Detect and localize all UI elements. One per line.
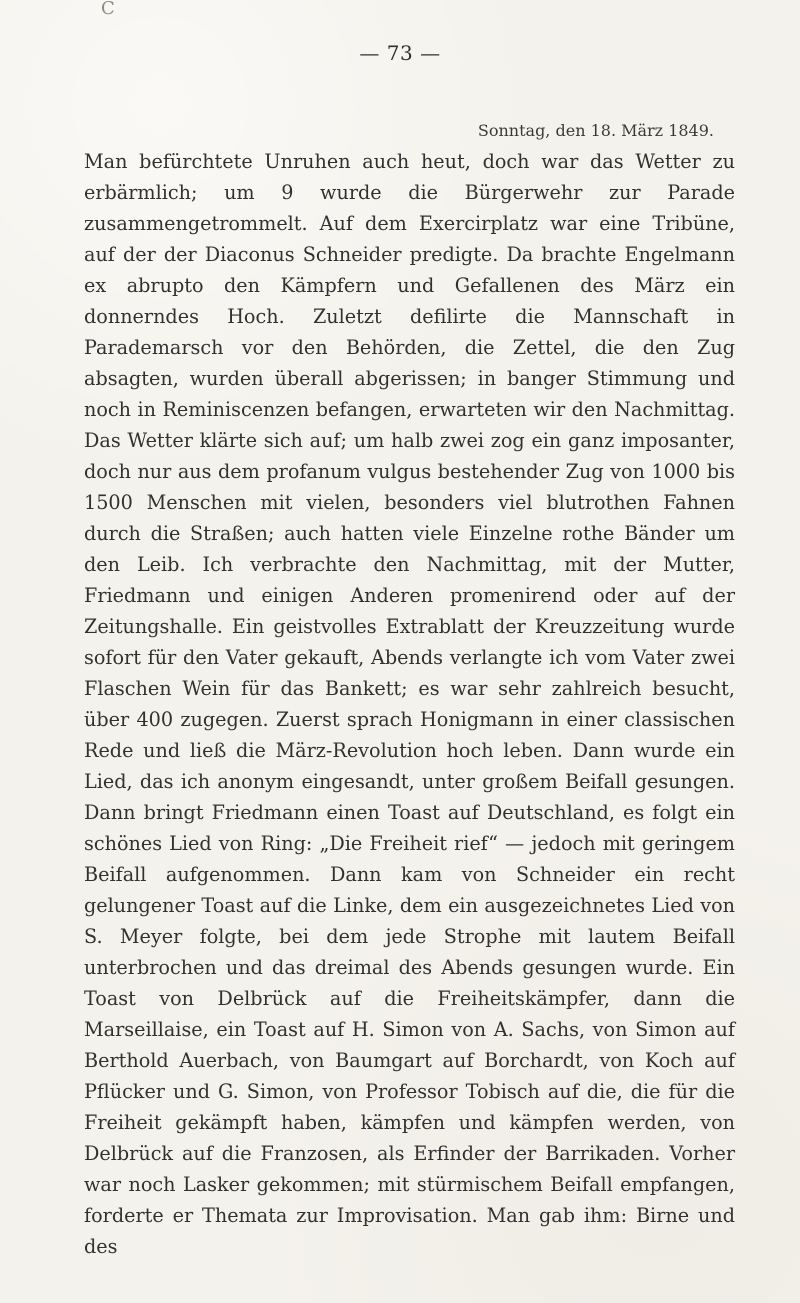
page-number: — 73 — — [359, 41, 441, 65]
corner-mark: C — [101, 0, 115, 19]
diary-entry-text: Man befürchtete Unruhen auch heut, doch war das Wetter zu erbärmlich; um 9 wurde die Bürgerwehr zur Parade zusammengetrommelt. Auf dem Exercirplatz war eine Tribüne, auf der der Diaconus Schneider predigte. Da brachte Engelmann ex abrupto den Kämpfern und Gefallenen des März ein donnerndes Hoch. Zuletzt defilirte die Mannschaft in Parademarsch vor den Behörden, die Zettel, die den Zug absagten, wurden überall abgerissen; in banger Stimmung und noch in Reminiscenzen befangen, erwarteten wir den Nachmittag. Das Wetter klärte sich auf; um halb zwei zog ein ganz imposanter, doch nur aus dem profanum vulgus bestehender Zug von 1000 bis 1500 Menschen mit vielen, besonders viel blutrothen Fahnen durch die Straßen; auch hatten viele Einzelne rothe Bänder um den Leib. Ich verbrachte den Nachmittag, mit der Mutter, Friedmann und einigen Anderen promenirend oder auf der Zeitungshalle. Ein geistvolles Extrablatt der Kreuzzeitung wurde sofort für den Vater gekauft, Abends verlangte ich vom Vater zwei Flaschen Wein für das Bankett; es war sehr zahlreich besucht, über 400 zugegen. Zuerst sprach Honigmann in einer classischen Rede und ließ die März-Revolution hoch leben. Dann wurde ein Lied, das ich anonym eingesandt, unter großem Beifall gesungen. Dann bringt Friedmann einen Toast auf Deutschland, es folgt ein schönes Lied von Ring: „Die Freiheit rief“ — jedoch mit geringem Beifall aufgenommen. Dann kam von Schneider ein recht gelungener Toast auf die Linke, dem ein ausgezeichnetes Lied von S. Meyer folgte, bei dem jede Strophe mit lautem Beifall unterbrochen und das dreimal des Abends gesungen wurde. Ein Toast von Delbrück auf die Freiheitskämpfer, dann die Marseillaise, ein Toast auf H. Simon von A. Sachs, von Simon auf Berthold Auerbach, von Baumgart auf Borchardt, von Koch auf Pflücker und G. Simon, von Professor Tobisch auf die, die für die Freiheit gekämpft haben, kämpfen und kämpfen werden, von Delbrück auf die Franzosen, als Erfinder der Barrikaden. Vorher war noch Lasker gekommen; mit stürmischem Beifall empfangen, forderte er Themata zur Improvisation. Man gab ihm: Birne und des — [84, 150, 735, 1258]
entry-date: Sonntag, den 18. März 1849. — [477, 121, 714, 140]
